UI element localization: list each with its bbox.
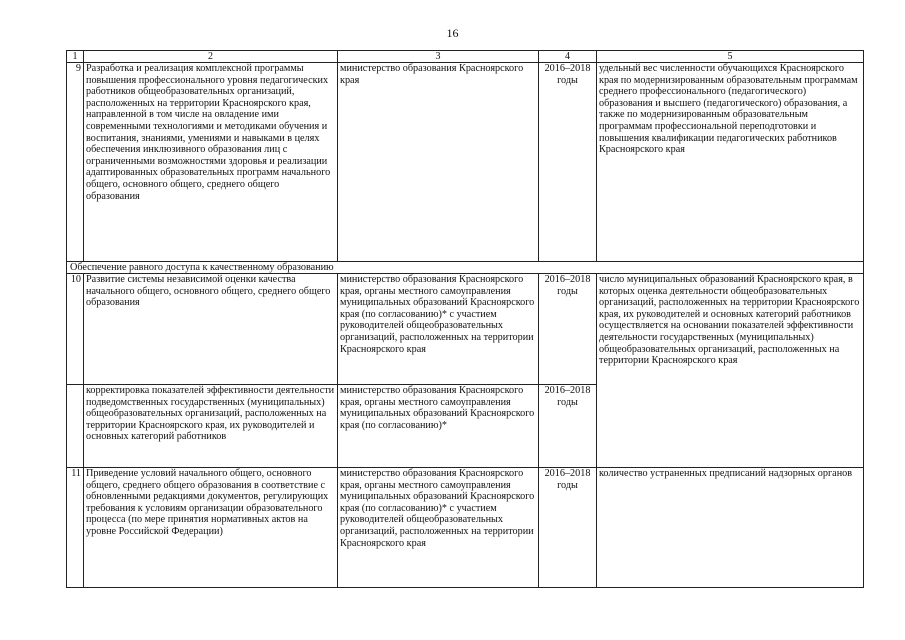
indicator-cell: число муниципальных образований Красноярского края, в которых оценка деятельности общеобразовательных организаций, расположенных на территории Красноярского края, их руководителей и основных категорий работников осуществляется на основании показателей эффективности деятельности государственных (муниципальных) общеобразовательных организаций, расположенных на территории Красноярского края <box>597 274 864 468</box>
row-number: 9 <box>67 63 84 262</box>
measures-table <box>66 50 864 588</box>
header-row <box>67 51 864 63</box>
header-cell-1: 1 <box>67 51 84 63</box>
section-title: Обеспечение равного доступа к качественному образованию <box>67 262 864 274</box>
indicator-cell: удельный вес численности обучающихся Красноярского края по модернизированным образовательным программам среднего профессионального (педагогического) образования и высшего (педагогического) образования, а также по модернизированным образовательным программам профессиональной переподготовки и повышения квалификации педагогических работников Красноярского края <box>597 63 864 262</box>
table-row-10 <box>67 274 864 385</box>
table-row-9 <box>67 63 864 262</box>
measure-cell: Развитие системы независимой оценки качества начального общего, основного общего, среднего общего образования <box>84 274 338 385</box>
header-cell-4: 4 <box>539 51 597 63</box>
header-cell-3: 3 <box>338 51 539 63</box>
indicator-cell: количество устраненных предписаний надзорных органов <box>597 468 864 588</box>
years-cell <box>539 63 597 262</box>
header-cell-2: 2 <box>84 51 338 63</box>
responsible-cell: министерство образования Красноярского края, органы местного самоуправления муниципальных образований Красноярского края (по согласованию)* с участием руководителей общеобразовательных организаций, расположенных на территории Красноярского края <box>338 274 539 385</box>
row-number: 10 <box>67 274 84 385</box>
measure-cell: Разработка и реализация комплексной программы повышения профессионального уровня педагогических работников общеобразовательных организаций, расположенных на территории Красноярского края, направленной в том числе на овладение ими современными технологиями и методиками обучения и воспитания, знаниями, умениями и навыками в целях обеспечения инклюзивного образования лиц с ограниченными возможностями здоровья и реализации адаптированных образовательных программ начального общего, основного общего, среднего общего образования <box>84 63 338 262</box>
years-cell <box>539 468 597 588</box>
row-number: 11 <box>67 468 84 588</box>
years-cell <box>539 274 597 385</box>
measure-cell: корректировка показателей эффективности деятельности подведомственных государственных (муниципальных) общеобразовательных организаций, расположенных на территории Красноярского края, их руководителей и основных категорий работников <box>84 385 338 468</box>
years-text: 2016–2018 годы <box>544 385 591 408</box>
responsible-cell: министерство образования Красноярского края <box>338 63 539 262</box>
row-number-empty <box>67 385 84 468</box>
years-cell <box>539 385 597 468</box>
measure-cell: Приведение условий начального общего, основного общего, среднего общего образования в соответствие с обновленными редакциями документов, регулирующих требования к условиям организации образовательного процесса (по мере принятия нормативных актов на уровне Российской Федерации) <box>84 468 338 588</box>
table-row-11 <box>67 468 864 588</box>
responsible-cell: министерство образования Красноярского края, органы местного самоуправления муниципальных образований Красноярского края (по согласованию)* <box>338 385 539 468</box>
years-text: 2016–2018 годы <box>544 63 591 86</box>
header-cell-5: 5 <box>597 51 864 63</box>
section-row <box>67 262 864 274</box>
years-text: 2016–2018 годы <box>544 274 591 297</box>
responsible-cell: министерство образования Красноярского края, органы местного самоуправления муниципальных образований Красноярского края (по согласованию)* с участием руководителей общеобразовательных организаций, расположенных на территории Красноярского края <box>338 468 539 588</box>
page-number: 16 <box>446 26 459 40</box>
years-text: 2016–2018 годы <box>544 468 591 491</box>
